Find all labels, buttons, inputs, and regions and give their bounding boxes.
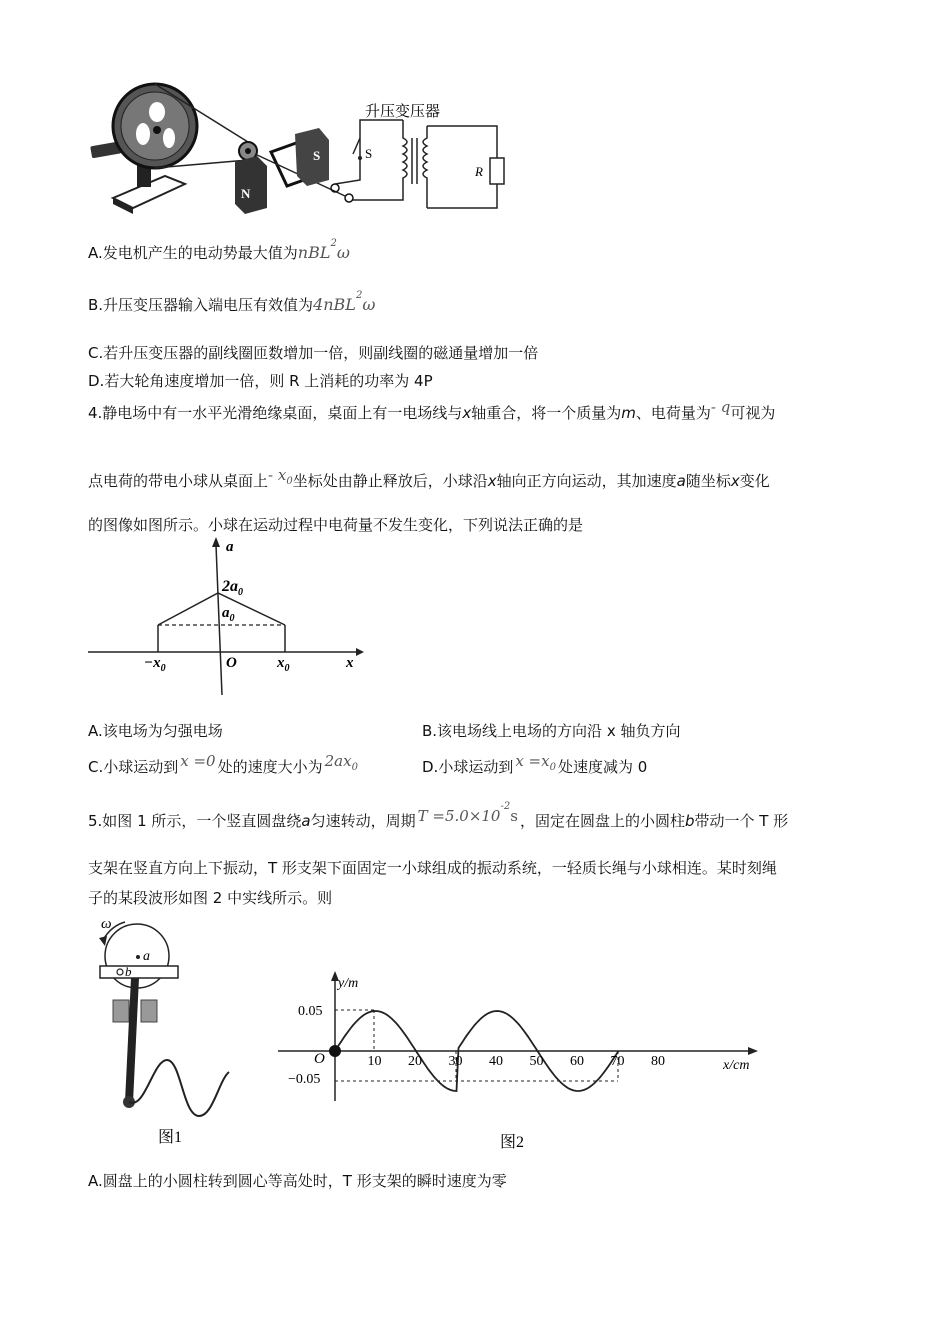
- q4-stem-1d: 可视为: [730, 404, 776, 422]
- q4-var-a: a: [676, 472, 686, 490]
- option-a-tail: ω: [336, 243, 350, 262]
- q5-stem-1a: 5.如图 1 所示，一个竖直圆盘绕: [88, 812, 302, 830]
- fig1-omega: ω: [101, 916, 112, 932]
- label-origin: O: [226, 655, 237, 671]
- label-a0-sub: 0: [229, 613, 235, 624]
- q5-var-a: a: [301, 812, 311, 830]
- generator-transformer-figure: [85, 80, 515, 220]
- q4-minus: -: [710, 398, 716, 416]
- q5-stem-1d: 带动一个 T 形: [694, 812, 789, 830]
- fig1-caption: 图1: [158, 1129, 183, 1146]
- q4-stem-2b: 坐标处由静止释放后，小球沿: [292, 472, 488, 490]
- q4-var-m: m: [621, 404, 636, 422]
- label-2a0: 2a: [222, 578, 238, 595]
- fig2-origin: O: [314, 1051, 325, 1067]
- q4-minus-2: -: [268, 466, 274, 484]
- fig2-caption: 图2: [500, 1134, 525, 1151]
- q3-option-c: C.若升压变压器的副线圈匝数增加一倍，则副线圈的磁通量增加一倍: [88, 344, 539, 362]
- q4-stem-1a: 4.静电场中有一水平光滑绝缘桌面，桌面上有一电场线与: [88, 404, 463, 422]
- q4-var-x: x: [462, 404, 472, 422]
- fig2-x-label: x/cm: [723, 1058, 750, 1073]
- fig2-x-tick: 70: [610, 1054, 625, 1069]
- q4-sub-0: 0: [286, 476, 293, 487]
- fig2-y-label: y/m: [338, 976, 359, 991]
- svg-text:a0: [222, 605, 235, 624]
- option-b-exp: 2: [355, 290, 363, 301]
- q4-c-expr: x =0: [180, 752, 216, 770]
- q4-d-text-1: D.小球运动到: [422, 758, 514, 776]
- fig2-x-tick: 30: [448, 1054, 463, 1069]
- q5-period-unit: s: [510, 807, 518, 825]
- option-b-tail: ω: [362, 295, 376, 314]
- q5-figure-1: [95, 910, 265, 1150]
- q4-c-val: 2ax: [324, 752, 352, 770]
- q4-d-expr: x =x: [515, 752, 550, 770]
- fig2-x-tick: 10: [367, 1054, 382, 1069]
- graph-x-label: x: [346, 655, 354, 671]
- q4-stem-2c: 轴向正方向运动，其加速度: [496, 472, 677, 490]
- fig1-a: a: [143, 949, 150, 964]
- switch-label: S: [365, 146, 373, 161]
- q4-var-x0: x: [277, 466, 287, 484]
- q4-stem-line1: [88, 398, 776, 423]
- q5-figure-2: [278, 965, 768, 1155]
- q5-var-b: b: [684, 812, 695, 830]
- q4-d-sub: 0: [549, 762, 556, 773]
- svg-text:−x0: [144, 655, 166, 674]
- q3-option-a: [88, 238, 350, 263]
- magnet-s-label: S: [313, 148, 321, 163]
- q5-stem-line3: 子的某段波形如图 2 中实线所示。则: [88, 889, 333, 907]
- graph-y-label: a: [226, 539, 234, 555]
- option-a-text: A.发电机产生的电动势最大值为: [88, 244, 298, 262]
- q4-stem-2e: 变化: [739, 472, 770, 490]
- q5-period: T =5.0×10: [417, 807, 501, 825]
- option-b-expr: 4nBL: [313, 295, 356, 314]
- q4-var-x-2: x: [487, 472, 497, 490]
- q4-acceleration-graph: [88, 535, 368, 700]
- q4-option-c: [88, 752, 358, 777]
- q5-stem-line2: 支架在竖直方向上下振动，T 形支架下面固定一小球组成的振动系统，一轻质长绳与小球相连。某时刻绳: [88, 859, 777, 877]
- transformer-label: 升压变压器: [365, 104, 441, 120]
- q3-option-d: D.若大轮角速度增加一倍，则 R 上消耗的功率为 4P: [88, 372, 433, 390]
- q4-stem-line3: 的图像如图所示。小球在运动过程中电荷量不发生变化，下列说法正确的是: [88, 516, 584, 534]
- q4-c-text-2: 处的速度大小为: [217, 758, 323, 776]
- fig1-b: b: [125, 964, 132, 979]
- q4-var-q: q: [720, 398, 731, 416]
- option-a-exp: 2: [330, 238, 337, 249]
- q4-stem-line2: [88, 466, 770, 491]
- q4-c-text-1: C.小球运动到: [88, 758, 179, 776]
- q4-option-a: A.该电场为匀强电场: [88, 722, 223, 740]
- q4-c-sub: 0: [351, 762, 358, 773]
- q4-var-x-3: x: [730, 472, 740, 490]
- fig2-x-tick: 40: [489, 1054, 503, 1069]
- fig2-x-tick: 50: [529, 1054, 544, 1069]
- q5-period-exp: -2: [500, 801, 511, 812]
- q4-option-b: B.该电场线上电场的方向沿 x 轴负方向: [422, 722, 681, 740]
- option-a-expr: nBL: [297, 243, 331, 262]
- resistor-label: R: [475, 164, 483, 179]
- fig2-x-tick: 60: [570, 1054, 584, 1069]
- q4-stem-1b: 轴重合，将一个质量为: [471, 404, 622, 422]
- magnet-n-label: N: [241, 186, 251, 201]
- label-2a0-sub: 0: [238, 587, 243, 598]
- q5-stem-line1: [88, 801, 789, 831]
- q3-option-b: [88, 290, 376, 315]
- option-b-text: B.升压变压器输入端电压有效值为: [88, 296, 314, 314]
- q5-stem-1c: ，固定在圆盘上的小圆柱: [519, 812, 685, 830]
- label-neg-x0: −x: [144, 655, 161, 671]
- svg-text:2a0: [221, 578, 243, 598]
- q4-stem-2a: 点电荷的带电小球从桌面上: [88, 472, 269, 490]
- label-neg-x0-sub: 0: [160, 663, 166, 674]
- q5-stem-1b: 匀速转动，周期: [310, 812, 416, 830]
- q5-option-a: A.圆盘上的小圆柱转到圆心等高处时，T 形支架的瞬时速度为零: [88, 1172, 507, 1190]
- fig2-x-tick: 20: [408, 1054, 422, 1069]
- label-x0: x: [277, 655, 285, 671]
- fig2-x-tick: 80: [651, 1054, 665, 1069]
- q4-stem-2d: 随坐标: [685, 472, 731, 490]
- label-a0: a: [222, 605, 230, 621]
- label-x0-sub: 0: [284, 663, 290, 674]
- q4-option-d: [422, 752, 648, 777]
- fig2-y-neg: −0.05: [288, 1072, 321, 1087]
- q4-stem-1c: 、电荷量为: [635, 404, 711, 422]
- q4-d-text-2: 处速度减为 0: [557, 758, 648, 776]
- fig2-y-pos: 0.05: [298, 1004, 323, 1019]
- svg-text:x0: [276, 655, 290, 674]
